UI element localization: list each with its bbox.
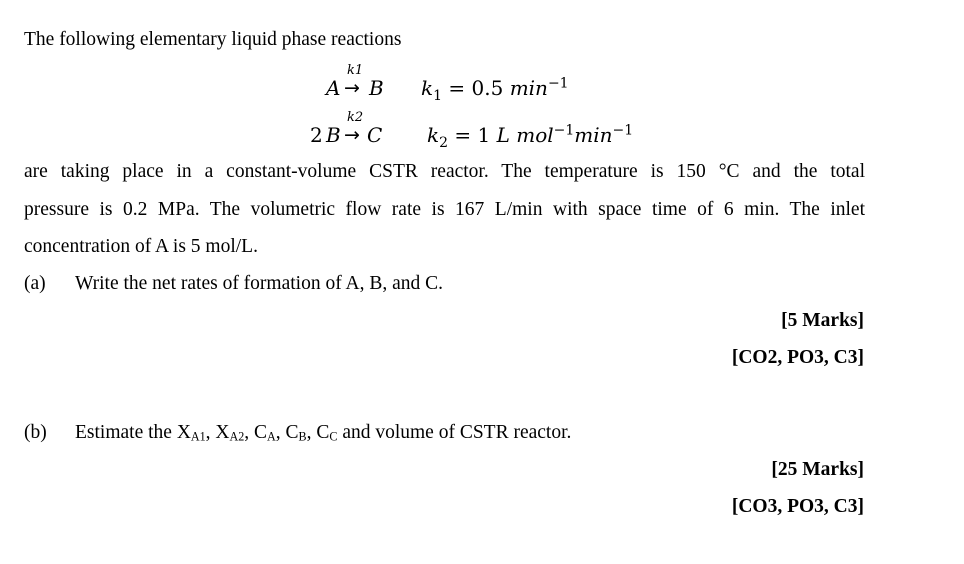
part-b-question: Estimate the XA1, XA2, CA, CB, CC and volume of CSTR reactor.	[75, 422, 572, 444]
var-xa2: XA2,	[215, 422, 255, 444]
var-cb: CB,	[285, 422, 317, 444]
reaction-2-arrow-icon: →	[344, 124, 360, 146]
reaction-1-arrow-icon: →	[344, 77, 360, 99]
part-a-outcomes: [CO2, PO3, C3]	[731, 347, 864, 368]
part-b-outcomes: [CO3, PO3, C3]	[731, 496, 864, 517]
part-a-marks: [5 Marks]	[781, 310, 864, 331]
paragraph-line-2: pressure is 0.2 MPa. The volumetric flow rate is 167 L/min with space time of 6 min. The inlet	[24, 199, 865, 220]
var-xa1: XA1,	[176, 422, 216, 444]
intro-text: The following elementary liquid phase reactions	[24, 29, 402, 50]
reaction-1-product: B	[369, 76, 384, 100]
reaction-1-reactant: A	[326, 76, 341, 100]
reaction-2-product: C	[367, 123, 383, 147]
reaction-1-rate-constant: $k_1 = 0.5$ $\min^{-1}$	[421, 75, 569, 104]
part-b-marks: [25 Marks]	[771, 459, 864, 480]
part-a-label: (a)	[24, 273, 46, 294]
part-a-question: Write the net rates of formation of A, B, and C.	[75, 273, 443, 294]
reaction-1-rate-label: k1	[347, 63, 364, 78]
var-ca: CA,	[254, 422, 286, 444]
part-b-label: (b)	[24, 422, 47, 443]
paragraph-line-3: concentration of A is 5 mol/L.	[24, 236, 258, 257]
reaction-2-reactant: B	[326, 123, 341, 147]
reaction-2-rate-constant: $k_2 = 1$ L $mol^{-1}\min^{-1}$	[427, 122, 634, 151]
var-cc: CC	[316, 422, 338, 444]
paragraph-line-1: are taking place in a constant-volume CSTR reactor. The temperature is 150 °C and the total	[24, 161, 865, 182]
reaction-2-rate-label: k2	[347, 110, 364, 125]
reaction-2-coefficient: 2	[310, 123, 323, 147]
